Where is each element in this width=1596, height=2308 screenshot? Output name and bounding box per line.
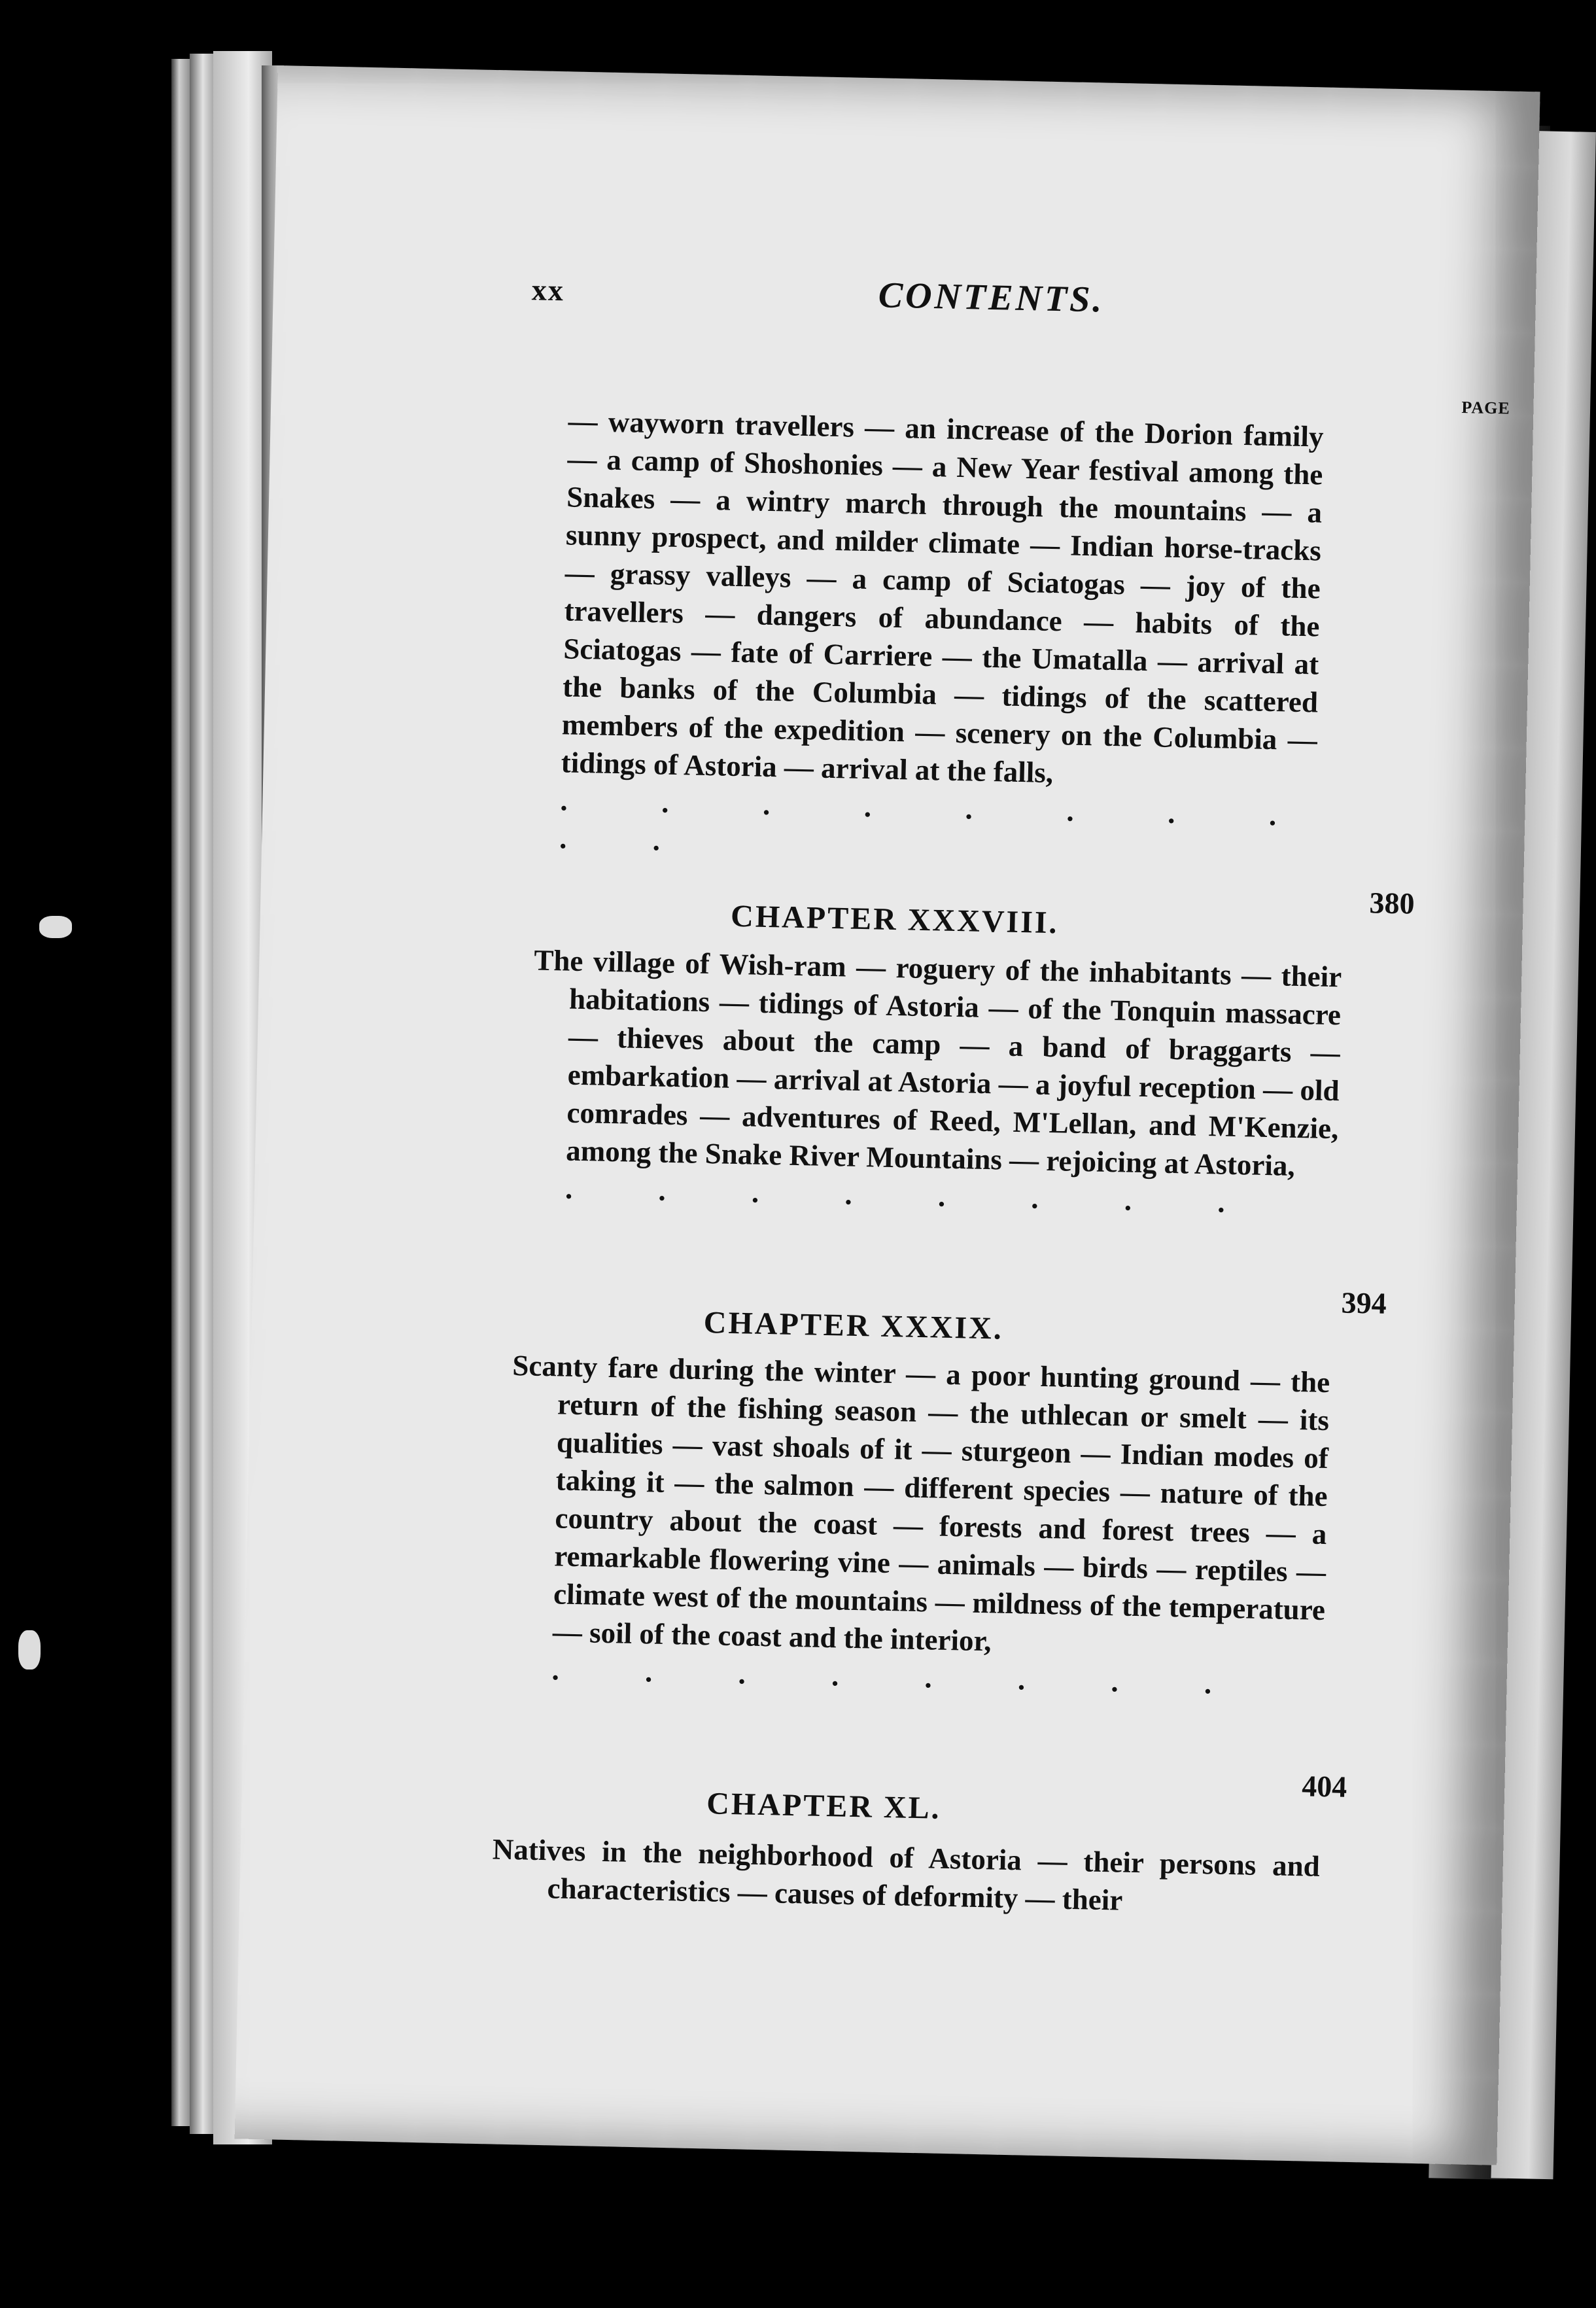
scan-artifact <box>39 916 72 938</box>
toc-entry-ch38 <box>529 941 1342 1224</box>
toc-entry-continued <box>559 402 1324 873</box>
toc-entry-text: — wayworn travellers — an increase of the Dorion family — a camp of Shoshonies — a New Year festival among the Snakes — a wintry march through the mountains — a sunny prospect, and milder climate — Indian horse-tracks — grassy valleys — a camp of Sciatogas — joy of the travellers — dangers of abundance — habits of the Sciatogas — fate of Carriere — the Umatalla — arrival at the banks of the Columbia — tidings of the scattered members of the expedition — scenery on the Columbia — tidings of Astoria — arrival at the falls, <box>561 404 1324 790</box>
toc-page-number: 394 <box>1341 1285 1387 1320</box>
running-head: CONTENTS. <box>878 275 1105 321</box>
book-page <box>235 65 1540 2165</box>
toc-page-number: 404 <box>1301 1769 1347 1804</box>
toc-entry-text: The village of Wish-ram — roguery of the inhabitants — their habitations — tidings of Astoria — of the Tonquin massacre — thieves about the camp — a band of braggarts — embarkation — arrival at Astoria — a joyful reception — old comrades — adventures of Reed, M'Lellan, and M'Kenzie, among the Snake River Mountains — rejoicing at Astoria, <box>533 943 1342 1182</box>
toc-entry-ch39 <box>506 1346 1330 1705</box>
page-number: xx <box>531 273 565 307</box>
dot-leaders: . . . . . . . . <box>564 1172 1265 1219</box>
scan-artifact <box>18 1630 41 1670</box>
chapter-heading: CHAPTER XL. <box>706 1786 942 1826</box>
page-stack-edge <box>190 54 216 2134</box>
page-column-label: PAGE <box>1461 398 1511 418</box>
toc-entry-ch40 <box>491 1830 1320 1923</box>
contents-page <box>235 65 1540 2165</box>
page-stack-edge <box>171 59 191 2126</box>
dot-leaders: . . . . . . . . . . <box>559 784 1316 858</box>
chapter-heading: CHAPTER XXXVIII. <box>730 898 1060 941</box>
toc-entry-text: Natives in the neighborhood of Astoria — their persons and characteristics — causes of deformity — their <box>492 1832 1321 1917</box>
dot-leaders: . . . . . . . . <box>551 1653 1251 1701</box>
toc-entry-text: Scanty fare during the winter — a poor hunting ground — the return of the fishing season — the uthlecan or smelt — its qualities — vast shoals of it — sturgeon — Indian modes of taking it — the salmon — different species — nature of the country about the coast — forests and forest trees — a remarkable flowering vine — animals — birds — reptiles — climate west of the mountains — mildness of the temperature — soil of the coast and the interior, <box>512 1348 1330 1658</box>
toc-page-number: 380 <box>1369 886 1415 920</box>
chapter-heading: CHAPTER XXXIX. <box>703 1305 1004 1346</box>
